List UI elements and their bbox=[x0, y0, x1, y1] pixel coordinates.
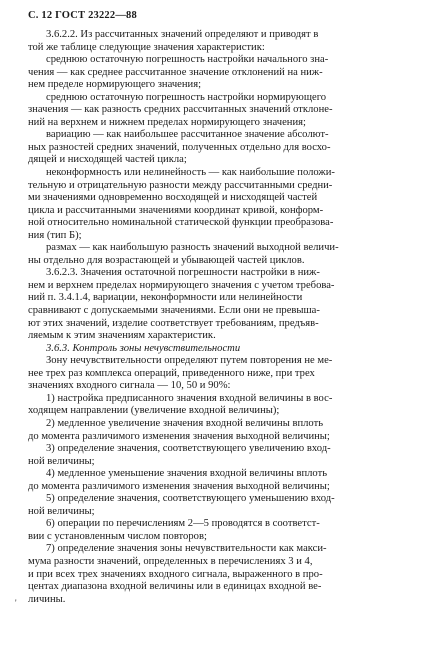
document-body bbox=[28, 29, 402, 606]
text-line: ют этих значений, изделие соответствует требованиям, предъяв- bbox=[28, 317, 319, 329]
text-line: ния (тип Б); bbox=[28, 229, 82, 241]
text-line: ны отдельно для возрастающей и убывающей частей циклов. bbox=[28, 254, 305, 266]
text-line: ной величины; bbox=[28, 455, 95, 467]
text-line: центах диапазона входной величины или в единицах входной ве- bbox=[28, 581, 322, 593]
text-line: 3.6.2.3. Значения остаточной погрешности настройки в ниж- bbox=[46, 267, 320, 279]
text-line: личины. bbox=[28, 593, 66, 605]
text-line: 6) операции по перечислениям 2—5 проводятся в соответст- bbox=[46, 518, 320, 530]
text-line: 2) медленное увеличение значения входной величины вплоть bbox=[46, 417, 324, 429]
text-line: ляемым к этим значениям характеристик. bbox=[28, 330, 216, 342]
text-line: среднюю остаточную погрешность настройки начального зна- bbox=[46, 54, 329, 66]
text-line: значения — как разность средних рассчитанных значений отклоне- bbox=[28, 104, 333, 116]
text-line: вии с установленным числом повторов; bbox=[28, 530, 207, 542]
text-line: вариацию — как наибольшее рассчитанное значение абсолют- bbox=[46, 129, 329, 141]
text-line: чения — как среднее рассчитанное значение отклонений на ниж- bbox=[28, 66, 323, 78]
text-line: 4) медленное уменьшение значения входной величины вплоть bbox=[46, 468, 328, 480]
text-line: нем пределе нормирующего значения; bbox=[28, 79, 202, 91]
text-line: значениях входного сигнала — 10, 50 и 90%: bbox=[28, 380, 231, 392]
text-line: до момента различимого изменения значения выходной величины; bbox=[28, 480, 330, 492]
text-line: той же таблице следующие значения характеристик: bbox=[28, 41, 265, 53]
margin-mark: ' bbox=[15, 598, 17, 608]
text-line: нем и верхнем пределах нормирующего значения с учетом требова- bbox=[28, 279, 335, 291]
text-line: 3.6.2.2. Из рассчитанных значений определяют и приводят в bbox=[46, 29, 319, 40]
text-line: и при всех трех значениях входного сигнала, выраженного в про- bbox=[28, 568, 323, 580]
text-line: ных разностей средних значений, полученных отдельно для восхо- bbox=[28, 141, 331, 153]
text-line: тельную и отрицательную разности между рассчитанными средни- bbox=[28, 179, 333, 191]
text-line: ходящем направлении (увеличение входной величины); bbox=[28, 405, 280, 417]
text-line: ми значениями одновременно восходящей и нисходящей частей bbox=[28, 192, 318, 204]
text-line: ний на верхнем и нижнем пределах нормирующего значения; bbox=[28, 116, 306, 128]
text-line: размах — как наибольшую разность значений выходной величи- bbox=[46, 242, 339, 254]
text-line: Зону нечувствительности определяют путем повторения не ме- bbox=[46, 355, 333, 367]
section-heading: 3.6.3. Контроль зоны нечувствительности bbox=[46, 342, 241, 354]
text-line: ний п. 3.4.1.4, вариации, неконформности или нелинейности bbox=[28, 292, 303, 304]
page-header: С. 12 ГОСТ 23222—88 bbox=[28, 10, 137, 21]
text-line: нее трех раз комплекса операций, приведенного ниже, при трех bbox=[28, 367, 315, 379]
text-line: цикла и рассчитанными значениями координат кривой, конформ- bbox=[28, 204, 324, 216]
text-line: 1) настройка предписанного значения входной величины в вос- bbox=[46, 392, 333, 404]
text-line: 5) определение значения, соответствующего уменьшению вход- bbox=[46, 493, 335, 505]
text-line: 3) определение значения, соответствующего увеличению вход- bbox=[46, 443, 331, 455]
text-line: ной величины; bbox=[28, 505, 95, 517]
text-line: мума разности значений, определенных в перечислениях 3 и 4, bbox=[28, 555, 313, 567]
text-line: неконформность или нелинейность — как наибольшие положи- bbox=[46, 167, 335, 179]
text-line: до момента различимого изменения значения выходной величины; bbox=[28, 430, 330, 442]
text-line: сравнивают с допускаемыми значениями. Если они не превыша- bbox=[28, 305, 320, 317]
text-line: 7) определение значения зоны нечувствительности как макси- bbox=[46, 543, 327, 555]
text-line: среднюю остаточную погрешность настройки нормирующего bbox=[46, 91, 327, 103]
text-line: ной относительно номинальной статической функции преобразова- bbox=[28, 217, 334, 229]
text-line: дящей и нисходящей частей цикла; bbox=[28, 154, 187, 166]
